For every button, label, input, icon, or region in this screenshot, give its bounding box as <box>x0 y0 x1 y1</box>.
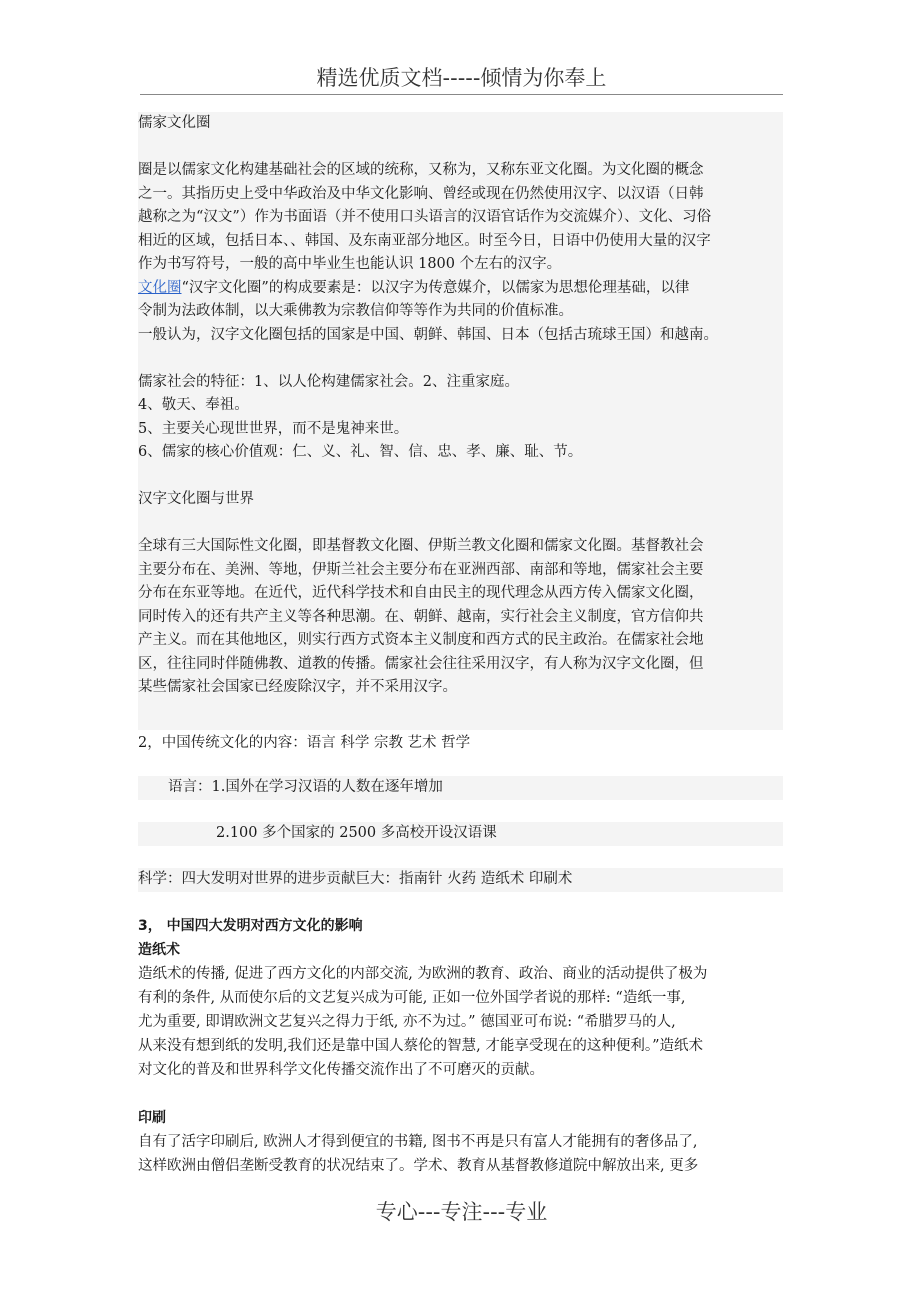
feature-line: 5、主要关心现世世界，而不是鬼神来世。 <box>138 420 409 437</box>
printing-title: 印刷 <box>138 1110 166 1126</box>
paragraph-text: “汉字文化圈”的构成要素是：以汉字为传意媒介，以儒家为思想伦理基础，以律 <box>181 279 690 296</box>
paragraph-line: 主要分布在、美洲、等地，伊斯兰社会主要分布在亚洲西部、南部和等地，儒家社会主要 <box>138 561 704 578</box>
section-confucian-circle <box>138 112 783 730</box>
paragraph-line: 之一。其指历史上受中华政治及中华文化影响、曾经或现在仍然使用汉字、以汉语（日韩 <box>138 185 704 202</box>
paragraph-line: 一般认为，汉字文化圈包括的国家是中国、朝鲜、韩国、日本（包括古琉球王国）和越南。 <box>138 326 718 343</box>
content-list-line: 2，中国传统文化的内容：语言 科学 宗教 艺术 哲学 <box>138 735 471 751</box>
feature-line: 6、儒家的核心价值观：仁、义、礼、智、信、忠、孝、廉、耻、节。 <box>138 444 583 460</box>
language-line-1: 语言：1.国外在学习汉语的人数在逐年增加 <box>138 776 783 800</box>
paragraph-line: 某些儒家社会国家已经废除汉字，并不采用汉字。 <box>138 679 457 695</box>
paragraph-line <box>138 277 783 301</box>
paragraph-line: 分布在东亚等地。在近代，近代科学技术和自由民主的现代理念从西方传入儒家文化圈， <box>138 585 704 601</box>
science-line: 科学：四大发明对世界的进步贡献巨大：指南针 火药 造纸术 印刷术 <box>138 868 783 892</box>
paragraph-line: 自有了活字印刷后, 欧洲人才得到便宜的书籍, 图书不再是只有富人才能拥有的奢侈品了, <box>138 1134 698 1150</box>
page-header-title: 精选优质文档-----倾情为你奉上 <box>316 66 607 90</box>
language-line-2: 2.100 多个国家的 2500 多高校开设汉语课 <box>138 822 783 846</box>
paragraph-line: 造纸术的传播, 促进了西方文化的内部交流, 为欧洲的教育、政治、商业的活动提供了极为 <box>138 966 708 982</box>
section-heading: 儒家文化圈 <box>138 115 211 131</box>
paragraph-line: 尤为重要, 即谓欧洲文艺复兴之得力于纸, 亦不为过。” 德国亚可布说: “希腊罗马的人, <box>138 1014 676 1030</box>
header-divider <box>140 94 783 95</box>
culture-circle-link[interactable]: 文化圈 <box>138 279 182 296</box>
paragraph-line: 对文化的普及和世界科学文化传播交流作出了不可磨灭的贡献。 <box>138 1062 544 1078</box>
paragraph-line: 圈是以儒家文化构建基础社会的区域的统称，又称为，又称东亚文化圈。为文化圈的概念 <box>138 162 704 178</box>
paragraph-line: 相近的区域，包括日本、、韩国、及东南亚部分地区。时至今日，日语中仍使用大量的汉字 <box>138 232 711 249</box>
paragraph-line: 全球有三大国际性文化圈，即基督教文化圈、伊斯兰教文化圈和儒家文化圈。基督教社会 <box>138 538 704 554</box>
page-footer: 专心---专注---专业 <box>375 1200 548 1224</box>
paragraph-line: 令制为法政体制，以大乘佛教为宗教信仰等等作为共同的价值标准。 <box>138 303 573 319</box>
paragraph-line: 同时传入的还有共产主义等各种思潮。在、朝鲜、越南，实行社会主义制度，官方信仰共 <box>138 608 704 625</box>
papermaking-title: 造纸术 <box>138 942 180 958</box>
paragraph-line: 越称之为“汉文”）作为书面语（并不使用口头语言的汉语官话作为交流媒介）、文化、习俗 <box>138 209 712 225</box>
paragraph-line: 区，往往同时伴随佛教、道教的传播。儒家社会往往采用汉字，有人称为汉字文化圈，但 <box>138 655 704 672</box>
paragraph-line: 这样欧洲由僧侣垄断受教育的状况结束了。学术、教育从基督教修道院中解放出来, 更多 <box>138 1158 699 1174</box>
paragraph-line: 有利的条件, 从而使尔后的文艺复兴成为可能, 正如一位外国学者说的那样: “造纸一事, <box>138 990 686 1006</box>
feature-line: 4、敬天、奉祖。 <box>138 397 249 413</box>
paragraph-line: 作为书写符号，一般的高中毕业生也能认识 1800 个左右的汉字。 <box>138 256 562 272</box>
section-heading: 3， 中国四大发明对西方文化的影响 <box>138 918 363 934</box>
feature-line: 儒家社会的特征：1、以人伦构建儒家社会。2、注重家庭。 <box>138 373 519 390</box>
section-heading: 汉字文化圈与世界 <box>138 491 254 507</box>
paragraph-line: 从来没有想到纸的发明,我们还是靠中国人蔡伦的智慧, 才能享受现在的这种便利。”造纸术 <box>138 1038 703 1054</box>
section-inventions <box>138 914 783 1178</box>
paragraph-line: 产主义。而在其他地区，则实行西方式资本主义制度和西方式的民主政治。在儒家社会地 <box>138 632 704 648</box>
